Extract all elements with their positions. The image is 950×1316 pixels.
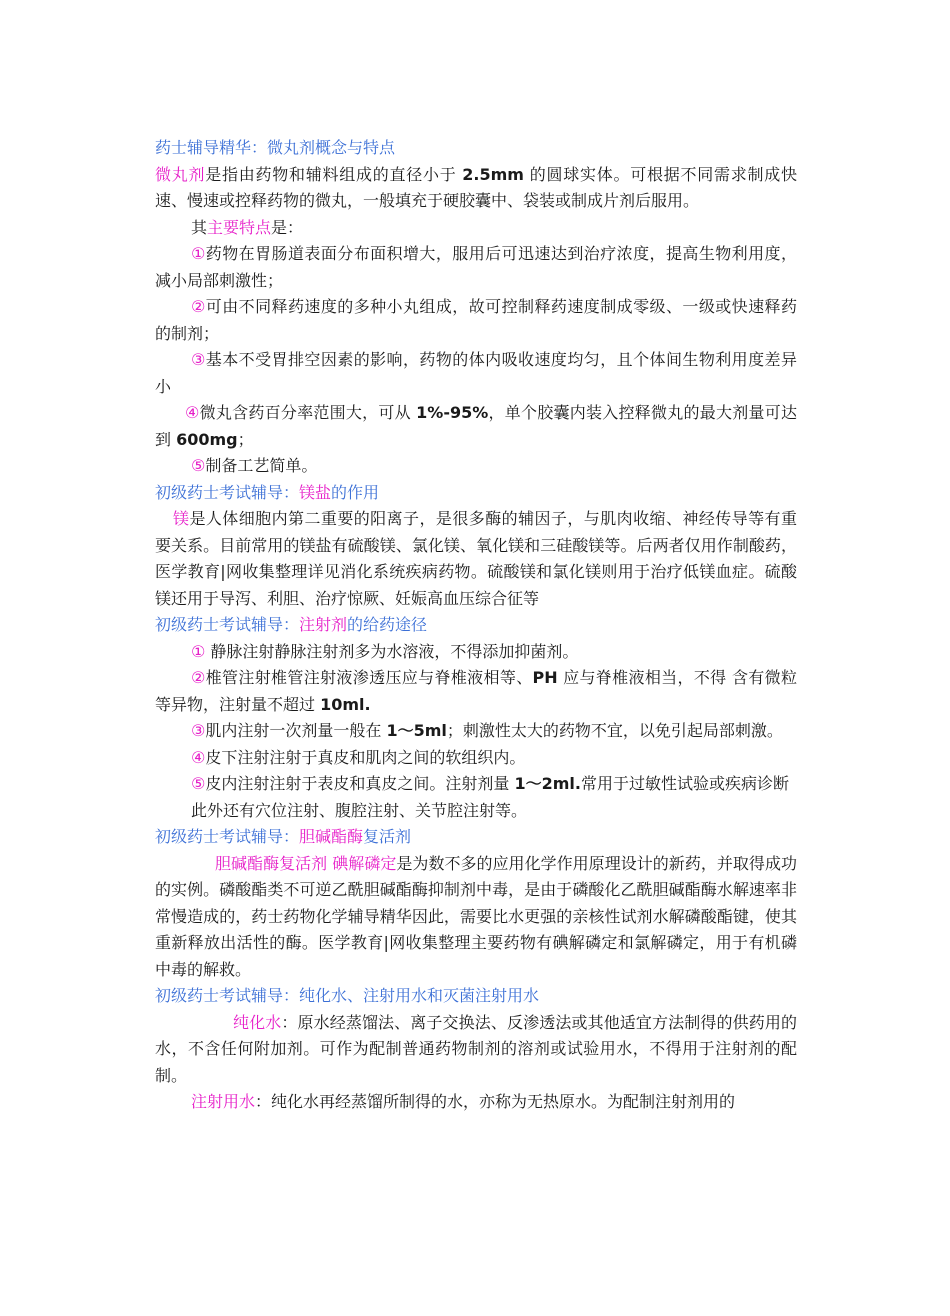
term-highlight: 镁盐 (299, 482, 332, 502)
paragraph-magnesium: 镁是人体细胞内第二重要的阳离子，是很多酶的辅因子，与肌肉收缩、神经传导等有重要关系。目前常用的镁盐有硫酸镁、氯化镁、氧化镁和三硅酸镁等。后两者仅用作制酸药，医学教育|网收集整理详见消化系统疾病药物。硫酸镁和氯化镁则用于治疗低镁血症。硫酸镁还用于导泻、利胆、治疗惊厥、妊娠高血压综合征等 (155, 509, 797, 608)
term-highlight: 微丸剂 (155, 164, 206, 184)
paragraph-microsphere-definition: 微丸剂是指由药物和辅料组成的直径小于 2.5mm 的圆球实体。可根据不同需求制成快速、慢速或控释药物的微丸，一般填充于硬胶囊中、袋装或制成片剂后服用。 (155, 164, 797, 210)
item-marker: ④ (191, 747, 206, 767)
list-item: ④皮下注射注射于真皮和肌肉之间的软组织内。 (191, 747, 526, 767)
term-highlight: 镁 (173, 509, 190, 528)
section-heading-cholinesterase: 初级药士考试辅导：胆碱酯酶复活剂 (155, 827, 412, 846)
item-marker: ① (191, 244, 206, 263)
item-marker: ④ (185, 403, 200, 422)
item-marker: ② (191, 668, 206, 687)
section-heading-injection-routes: 初级药士考试辅导：注射剂的给药途径 (155, 615, 428, 634)
item-marker: ③ (191, 350, 206, 369)
item-marker: ③ (191, 721, 206, 740)
term-highlight: 主要特点 (207, 217, 272, 237)
section-heading-magnesium: 初级药士考试辅导：镁盐的作用 (155, 482, 380, 502)
term-highlight: 注射剂 (299, 615, 348, 634)
section-heading-water: 初级药士考试辅导：纯化水、注射用水和灭菌注射用水 (155, 986, 540, 1005)
item-marker: ⑤ (191, 774, 206, 793)
list-item: ⑤制备工艺简单。 (191, 456, 318, 475)
list-item: ②可由不同释药速度的多种小丸组成，故可控制释药速度制成零级、一级或快速释药的制剂； (155, 297, 797, 343)
list-item: ①药物在胃肠道表面分布面积增大，服用后可迅速达到治疗浓度，提高生物利用度，减小局部刺激性； (155, 244, 797, 290)
list-item: ① 静脉注射静脉注射剂多为水溶液，不得添加抑菌剂。 (191, 641, 579, 661)
term-highlight: 碘解磷定 (327, 853, 397, 873)
item-marker: ⑤ (191, 456, 206, 475)
term-highlight: 注射用水 (191, 1092, 256, 1111)
item-marker: ② (191, 297, 206, 316)
paragraph-purified-water: 纯化水：原水经蒸馏法、离子交换法、反渗透法或其他适宜方法制得的供药用的水，不含任何附加剂。可作为配制普通药物制剂的溶剂或试验用水，不得用于注射剂的配制。 (155, 1012, 797, 1085)
term-highlight: 纯化水 (233, 1012, 282, 1032)
term-highlight: 胆碱酯酶 (299, 827, 364, 846)
term-highlight: 胆碱酯酶复活剂 (215, 853, 328, 873)
paragraph-cholinesterase: 胆碱酯酶复活剂 碘解磷定是为数不多的应用化学作用原理设计的新药，并取得成功的实例。磷酸酯类不可逆乙酰胆碱酯酶抑制剂中毒，是由于磷酸化乙酰胆碱酯酶水解速率非常慢造成的，药士药物化学辅导精华因此，需要比水更强的亲核性试剂水解磷酸酯键，使其重新释放出活性的酶。医学教育|网收集整理主要药物有碘解磷定和氯解磷定，用于有机磷中毒的解救。 (155, 853, 797, 979)
list-item: ⑤皮内注射注射于表皮和真皮之间。注射剂量 1～2ml.常用于过敏性试验或疾病诊断 (191, 774, 789, 793)
paragraph-injection-extra: 此外还有穴位注射、腹腔注射、关节腔注射等。 (191, 800, 528, 820)
list-item: ③肌内注射一次剂量一般在 1～5ml；刺激性太大的药物不宜，以免引起局部刺激。 (191, 721, 783, 740)
paragraph-features-lead: 其主要特点是： (191, 217, 304, 237)
section-heading-microspheres: 药士辅导精华：微丸剂概念与特点 (155, 138, 396, 157)
paragraph-injection-water: 注射用水：纯化水再经蒸馏所制得的水，亦称为无热原水。为配制注射剂用的 (191, 1092, 736, 1111)
list-item: ④微丸含药百分率范围大，可从 1%-95%，单个胶囊内装入控释微丸的最大剂量可达到 600mg； (155, 403, 797, 449)
document-page (155, 135, 797, 1116)
item-marker: ① (191, 641, 206, 661)
list-item: ③基本不受胃排空因素的影响，药物的体内吸收速度均匀，且个体间生物利用度差异小 (155, 350, 797, 396)
list-item: ②椎管注射椎管注射液渗透压应与脊椎液相等、PH 应与脊椎液相当，不得 含有微粒等异物，注射量不超过 10ml. (155, 668, 797, 714)
